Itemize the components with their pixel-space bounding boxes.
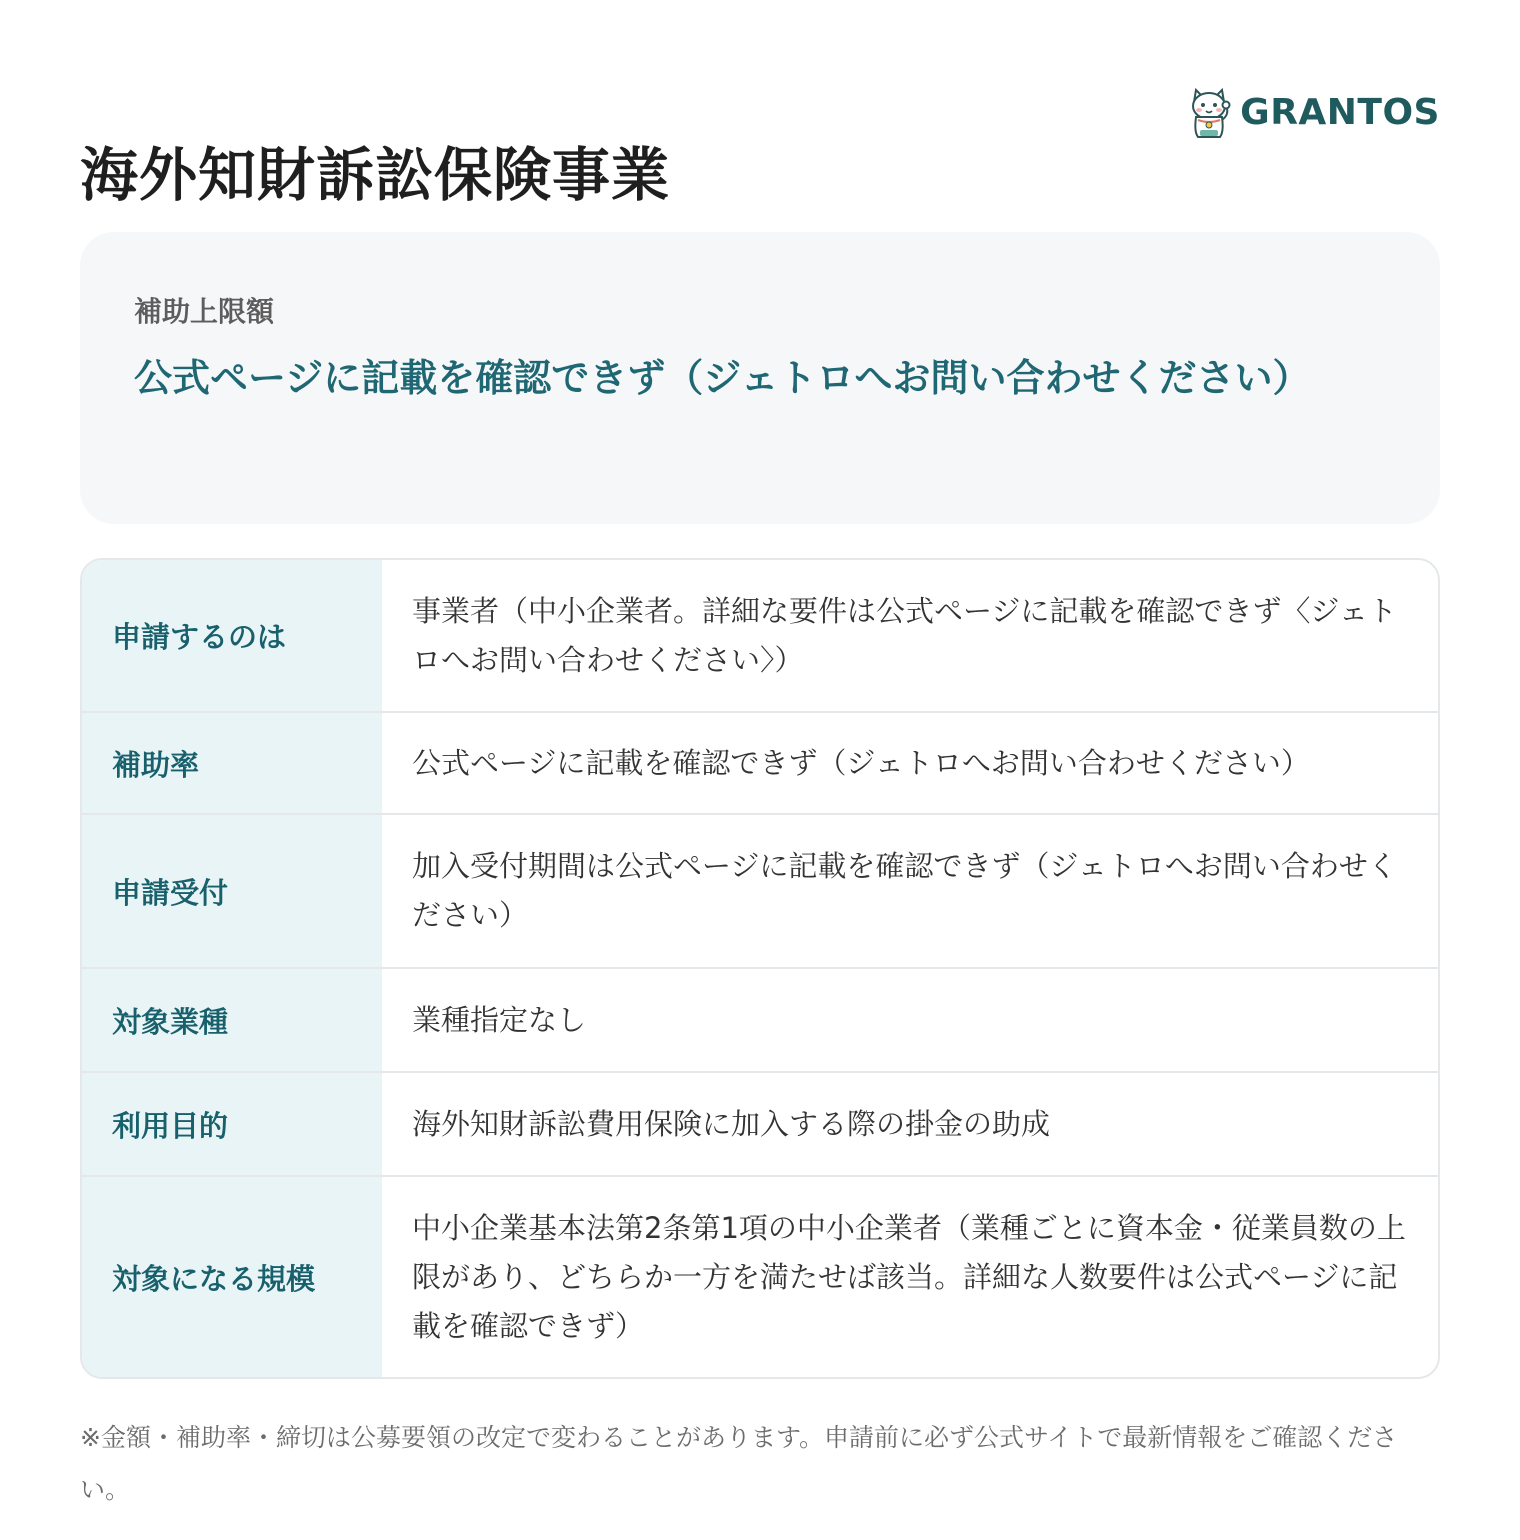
- brand-logo: [1186, 84, 1440, 140]
- row-value-applicant: 事業者（中小企業者。詳細な要件は公式ページに記載を確認できず〈ジェトロへお問い合わせください〉）: [382, 560, 1438, 713]
- row-value-target-industry: 業種指定なし: [382, 969, 1438, 1073]
- page-title: 海外知財訴訟保険事業: [80, 141, 671, 209]
- table-row: [82, 815, 1438, 969]
- table-row: [82, 560, 1438, 713]
- row-label-subsidy-rate: 補助率: [82, 713, 382, 815]
- brand-name: GRANTOS: [1240, 91, 1440, 133]
- row-label-applicant: 申請するのは: [82, 560, 382, 713]
- footnote: ※金額・補助率・締切は公募要領の改定で変わることがあります。申請前に必ず公式サイトで最新情報をご確認ください。: [80, 1423, 1398, 1504]
- table-row: [82, 969, 1438, 1073]
- row-value-purpose: 海外知財訴訟費用保険に加入する際の掛金の助成: [382, 1073, 1438, 1177]
- table-row: [82, 713, 1438, 815]
- subsidy-cap-value: 公式ページに記載を確認できず（ジェトロへお問い合わせください）: [134, 356, 1311, 400]
- row-value-target-scale: 中小企業基本法第2条第1項の中小企業者（業種ごとに資本金・従業員数の上限があり、どちらか一方を満たせば該当。詳細な人数要件は公式ページに記載を確認できず）: [412, 1210, 1406, 1343]
- maneki-neko-cat-icon: [1186, 84, 1232, 140]
- row-label-purpose: 利用目的: [82, 1073, 382, 1177]
- row-value-application-period: 加入受付期間は公式ページに記載を確認できず（ジェトロへお問い合わせください）: [382, 815, 1438, 969]
- details-table: [80, 558, 1440, 1379]
- row-label-application-period: 申請受付: [82, 815, 382, 969]
- row-label-target-scale: 対象になる規模: [82, 1177, 382, 1377]
- row-value-subsidy-rate: 公式ページに記載を確認できず（ジェトロへお問い合わせください）: [382, 713, 1438, 815]
- row-label-target-industry: 対象業種: [82, 969, 382, 1073]
- table-row: [82, 1177, 1438, 1377]
- table-row: [82, 1073, 1438, 1177]
- subsidy-cap-label: 補助上限額: [134, 295, 275, 328]
- subsidy-cap-card: [80, 232, 1440, 524]
